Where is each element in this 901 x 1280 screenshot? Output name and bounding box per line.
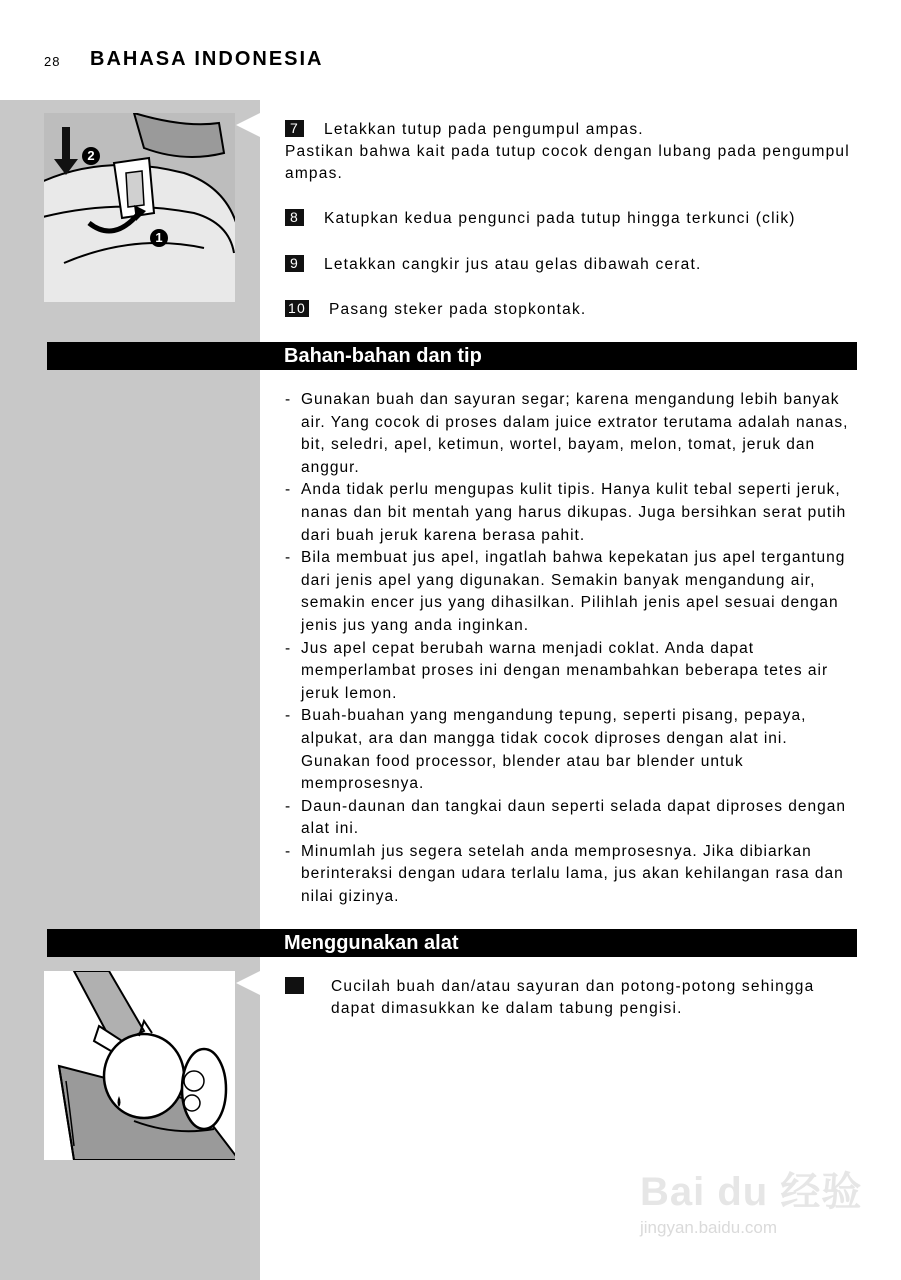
section-title: Menggunakan alat <box>284 932 459 954</box>
step-text: Letakkan cangkir jus atau gelas dibawah cerat. <box>324 256 702 273</box>
tip-item: - Buah-buahan yang mengandung tepung, seperti pisang, pepaya, alpukat, ara dan mangga tidak cocok diproses dengan alat ini. Gunakan food processor, blender atau bar blender untuk memprosesnya. <box>285 705 860 795</box>
tip-item: - Bila membuat jus apel, ingatlah bahwa kepekatan jus apel tergantung dari jenis apel yang digunakan. Semakin banyak mengandung air, semakin encer jus yang dihasilkan. Pilihlah jenis apel sesuai dengan jenis jus yang anda inginkan. <box>285 547 860 637</box>
step-9 <box>285 254 860 276</box>
tips-list <box>285 389 860 909</box>
tip-item: - Daun-daunan dan tangkai daun seperti selada dapat diproses dengan alat ini. <box>285 796 860 841</box>
tip-item: - Jus apel cepat berubah warna menjadi coklat. Anda dapat memperlambat proses ini dengan menambahkan beberapa tetes air jeruk lemon. <box>285 638 860 706</box>
hanging-step <box>267 976 860 1020</box>
step-text: Pasang steker pada stopkontak. <box>328 301 587 318</box>
page-title: BAHASA INDONESIA <box>90 48 324 70</box>
step-number: 9 <box>285 255 304 272</box>
step-8 <box>285 208 860 230</box>
tip-item: - Minumlah jus segera setelah anda memprosesnya. Jika dibiarkan berinteraksi dengan udara terlalu lama, jus akan kehilangan rasa dan nilai gizinya. <box>285 841 860 909</box>
figure-pointer-arrow <box>236 971 260 995</box>
tip-item: - Anda tidak perlu mengupas kulit tipis. Hanya kulit tebal seperti jeruk, nanas dan bit mentah yang harus dikupas. Juga bersihkan serat putih dari buah jeruk karena berasa pahit. <box>285 479 860 547</box>
step-number: 10 <box>285 300 309 317</box>
step-7 <box>285 119 860 185</box>
step-note: Pastikan bahwa kait pada tutup cocok dengan lubang pada pengumpul ampas. <box>285 143 850 182</box>
section-bar-tips <box>47 342 857 370</box>
step-number: 1 <box>285 977 304 994</box>
watermark-logo: Bai du 经验 <box>640 1170 863 1214</box>
usage-step-1 <box>267 976 860 1020</box>
step-text: Katupkan kedua pengunci pada tutup hingga terkunci (clik) <box>324 210 796 227</box>
step-number: 8 <box>285 209 304 226</box>
step-text: Letakkan tutup pada pengumpul ampas. <box>324 121 644 138</box>
tip-item: - Gunakan buah dan sayuran segar; karena mengandung lebih banyak air. Yang cocok di proses dalam juice extrator terutama adalah nanas, bit, seledri, apel, ketimun, wortel, bayam, melon, tomat, jeruk dan anggur. <box>285 389 860 479</box>
section-title: Bahan-bahan dan tip <box>284 345 482 367</box>
lid-assembly-illustration <box>44 113 235 302</box>
callout-2: 2 <box>82 147 100 165</box>
page-number: 28 <box>44 54 61 69</box>
step-10 <box>285 299 860 321</box>
baidu-watermark <box>640 1150 863 1250</box>
step-number: 7 <box>285 120 304 137</box>
cutting-fruit-illustration <box>44 971 235 1160</box>
callout-1: 1 <box>150 229 168 247</box>
watermark-url: jingyan.baidu.com <box>640 1218 778 1237</box>
step-text: Cucilah buah dan/atau sayuran dan potong-potong sehingga dapat dimasukkan ke dalam tabung pengisi. <box>331 978 815 1017</box>
section-bar-usage <box>47 929 857 957</box>
figure-pointer-arrow <box>236 113 260 137</box>
